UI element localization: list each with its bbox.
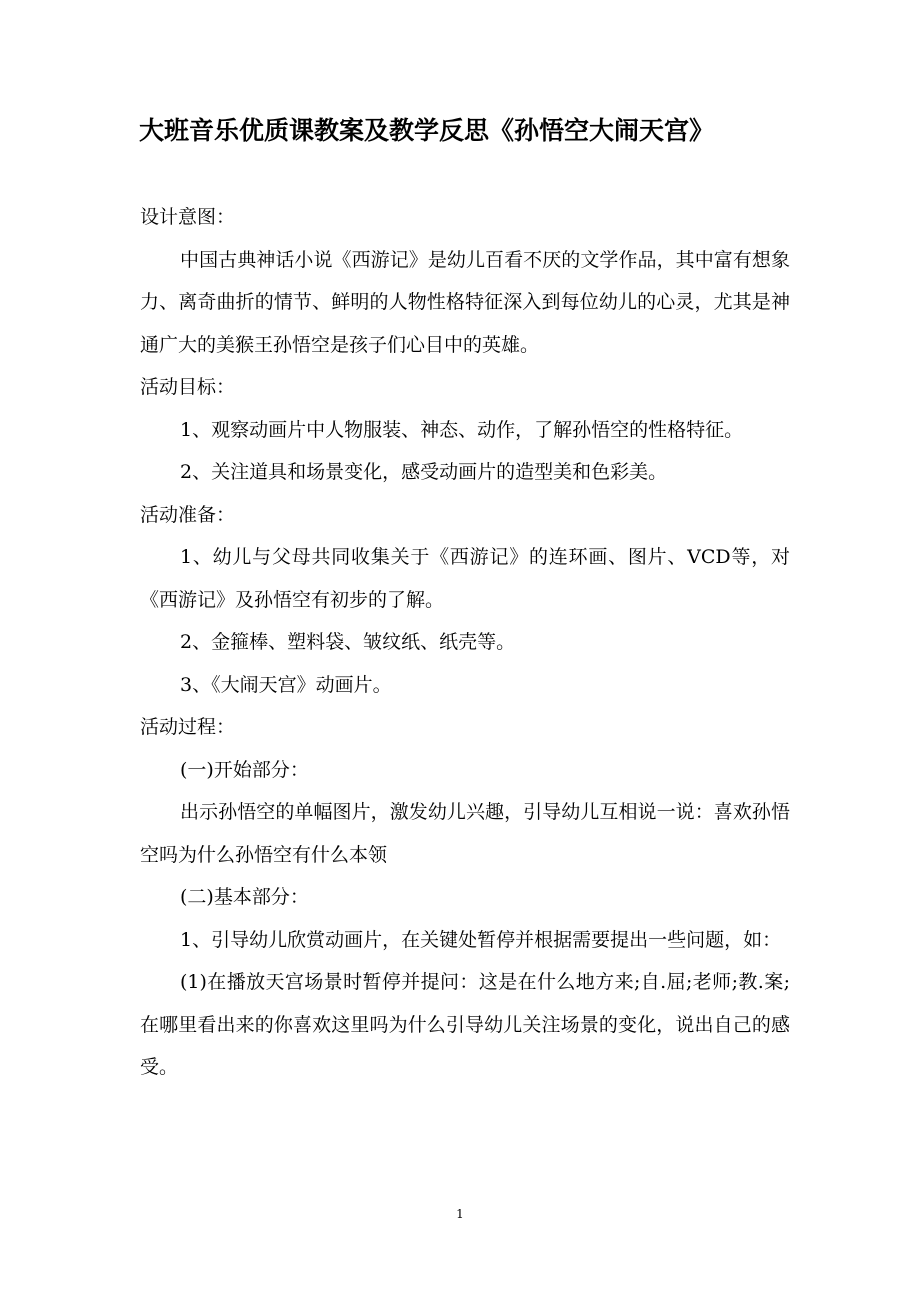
paragraph: (一)开始部分：	[180, 758, 309, 781]
paragraph: 2、关注道具和场景变化，感受动画片的造型美和色彩美。	[180, 461, 668, 483]
paragraph: 活动准备：	[140, 503, 236, 526]
paragraph: 出示孙悟空的单幅图片，激发幼儿兴趣，引导幼儿互相说一说：喜欢孙悟空吗为什么孙悟空有什么本领	[140, 801, 790, 866]
paragraph: 1、引导幼儿欣赏动画片，在关键处暂停并根据需要提出一些问题，如：	[180, 928, 782, 951]
page-number: 1	[456, 1207, 464, 1221]
paragraph: 设计意图：	[140, 206, 236, 228]
paragraph: 1、观察动画片中人物服装、神态、动作，了解孙悟空的性格特征。	[180, 418, 744, 441]
paragraph: 3、《大闹天宫》动画片。	[180, 673, 392, 696]
document-title: 大班音乐优质课教案及教学反思《孙悟空大闹天宫》	[139, 116, 715, 145]
paragraph: 活动目标：	[140, 376, 236, 398]
paragraph: (1)在播放天宫场景时暂停并提问：这是在什么地方来;自.屈;老师;教.案;在哪里看出来的你喜欢这里吗为什么引导幼儿关注场景的变化，说出自己的感受。	[140, 971, 790, 1078]
paragraph: (二)基本部分：	[180, 886, 309, 908]
paragraph: 2、金箍棒、塑料袋、皱纹纸、纸壳等。	[180, 631, 516, 653]
paragraph: 活动过程：	[140, 716, 236, 738]
paragraph: 1、幼儿与父母共同收集关于《西游记》的连环画、图片、VCD等，对《西游记》及孙悟空有初步的了解。	[140, 546, 790, 611]
paragraph: 中国古典神话小说《西游记》是幼儿百看不厌的文学作品，其中富有想象力、离奇曲折的情节、鲜明的人物性格特征深入到每位幼儿的心灵，尤其是神通广大的美猴王孙悟空是孩子们心目中的英雄。	[140, 248, 790, 356]
document-body	[140, 196, 790, 1089]
